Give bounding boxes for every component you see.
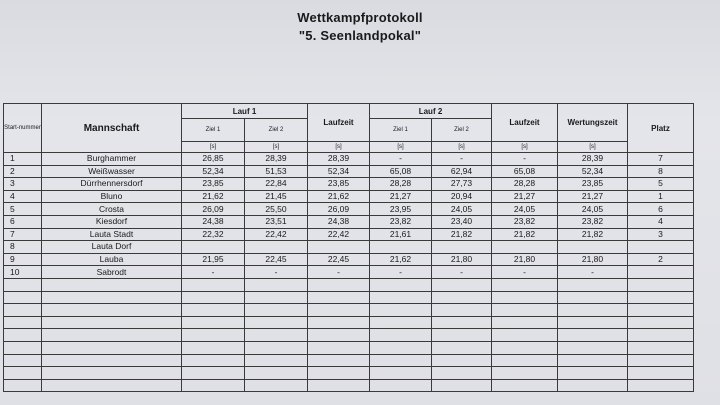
empty-cell xyxy=(432,329,492,342)
lauf2-laufzeit-cell: - xyxy=(492,266,558,279)
lauf2-laufzeit-cell: 21,27 xyxy=(492,190,558,203)
wertungszeit-cell: 21,27 xyxy=(558,190,628,203)
team-name-cell: Burghammer xyxy=(42,153,182,166)
empty-cell xyxy=(628,329,694,342)
lauf1-ziel1-cell: 23,85 xyxy=(182,178,245,191)
table-row xyxy=(4,165,694,178)
lauf1-ziel2-cell: 23,51 xyxy=(245,215,308,228)
empty-cell xyxy=(492,329,558,342)
table-row xyxy=(4,241,694,254)
start-number-cell: 2 xyxy=(4,165,42,178)
empty-cell xyxy=(308,304,370,317)
empty-cell xyxy=(4,329,42,342)
empty-cell xyxy=(492,379,558,392)
lauf1-ziel2-cell: 22,42 xyxy=(245,228,308,241)
lauf1-ziel1-cell: 26,09 xyxy=(182,203,245,216)
start-number-cell: 7 xyxy=(4,228,42,241)
empty-cell xyxy=(4,354,42,367)
empty-cell xyxy=(628,354,694,367)
platz-cell: 3 xyxy=(628,228,694,241)
team-name-cell: Weißwasser xyxy=(42,165,182,178)
empty-row xyxy=(4,367,694,380)
results-table xyxy=(3,103,694,392)
empty-cell xyxy=(182,329,245,342)
lauf1-ziel1-cell: 21,62 xyxy=(182,190,245,203)
results-sheet xyxy=(3,103,717,405)
lauf1-ziel2-cell: 22,45 xyxy=(245,253,308,266)
lauf1-laufzeit-cell: 24,38 xyxy=(308,215,370,228)
unit-label: [s] xyxy=(308,142,370,153)
empty-cell xyxy=(432,379,492,392)
table-row xyxy=(4,266,694,279)
empty-row xyxy=(4,354,694,367)
start-number-cell: 3 xyxy=(4,178,42,191)
empty-cell xyxy=(492,341,558,354)
lauf2-ziel1-cell: 65,08 xyxy=(370,165,432,178)
team-name-cell: Bluno xyxy=(42,190,182,203)
header-lauf2-ziel2: Ziel 2 xyxy=(432,119,492,142)
empty-cell xyxy=(245,329,308,342)
empty-cell xyxy=(558,278,628,291)
empty-cell xyxy=(370,379,432,392)
lauf1-laufzeit-cell: 26,09 xyxy=(308,203,370,216)
team-name-cell: Kiesdorf xyxy=(42,215,182,228)
table-row xyxy=(4,215,694,228)
empty-cell xyxy=(4,291,42,304)
lauf1-laufzeit-cell xyxy=(308,241,370,254)
empty-cell xyxy=(370,291,432,304)
empty-row xyxy=(4,329,694,342)
header-lauf1: Lauf 1 xyxy=(182,104,308,119)
results-body xyxy=(4,153,694,392)
header-wertungszeit: Wertungszeit xyxy=(558,104,628,142)
empty-cell xyxy=(4,341,42,354)
lauf2-laufzeit-cell: 21,80 xyxy=(492,253,558,266)
unit-label: [s] xyxy=(432,142,492,153)
lauf2-ziel2-cell: - xyxy=(432,266,492,279)
empty-cell xyxy=(432,316,492,329)
empty-cell xyxy=(628,291,694,304)
lauf2-laufzeit-cell: 23,82 xyxy=(492,215,558,228)
lauf2-ziel1-cell: 23,82 xyxy=(370,215,432,228)
lauf1-ziel1-cell xyxy=(182,241,245,254)
lauf1-laufzeit-cell: 28,39 xyxy=(308,153,370,166)
team-name-cell: Crosta xyxy=(42,203,182,216)
start-number-cell: 8 xyxy=(4,241,42,254)
wertungszeit-cell: 24,05 xyxy=(558,203,628,216)
empty-cell xyxy=(628,278,694,291)
empty-cell xyxy=(4,278,42,291)
empty-cell xyxy=(182,278,245,291)
empty-cell xyxy=(42,291,182,304)
empty-cell xyxy=(628,367,694,380)
lauf2-ziel2-cell: 23,40 xyxy=(432,215,492,228)
lauf2-laufzeit-cell: 21,82 xyxy=(492,228,558,241)
lauf2-ziel1-cell: 21,62 xyxy=(370,253,432,266)
lauf1-ziel1-cell: 21,95 xyxy=(182,253,245,266)
empty-cell xyxy=(628,304,694,317)
empty-cell xyxy=(308,379,370,392)
lauf1-ziel2-cell: 21,45 xyxy=(245,190,308,203)
empty-cell xyxy=(42,379,182,392)
platz-cell: 6 xyxy=(628,203,694,216)
team-name-cell: Lauta Stadt xyxy=(42,228,182,241)
empty-cell xyxy=(492,291,558,304)
lauf1-ziel2-cell: 25,50 xyxy=(245,203,308,216)
platz-cell xyxy=(628,241,694,254)
empty-cell xyxy=(42,341,182,354)
lauf2-laufzeit-cell: 24,05 xyxy=(492,203,558,216)
empty-cell xyxy=(308,291,370,304)
empty-cell xyxy=(245,291,308,304)
empty-cell xyxy=(558,316,628,329)
wertungszeit-cell: - xyxy=(558,266,628,279)
empty-cell xyxy=(308,354,370,367)
empty-cell xyxy=(245,316,308,329)
unit-label: [s] xyxy=(558,142,628,153)
lauf1-ziel2-cell: 22,84 xyxy=(245,178,308,191)
empty-cell xyxy=(42,354,182,367)
empty-cell xyxy=(182,291,245,304)
header-lauf2-laufzeit: Laufzeit xyxy=(492,104,558,142)
lauf1-ziel1-cell: - xyxy=(182,266,245,279)
table-row xyxy=(4,203,694,216)
header-startnummer: Start-nummer xyxy=(4,104,42,153)
lauf1-ziel1-cell: 22,32 xyxy=(182,228,245,241)
table-row xyxy=(4,253,694,266)
lauf2-ziel1-cell: - xyxy=(370,153,432,166)
lauf2-ziel2-cell: 27,73 xyxy=(432,178,492,191)
unit-label: [s] xyxy=(245,142,308,153)
empty-row xyxy=(4,278,694,291)
lauf2-laufzeit-cell: 28,28 xyxy=(492,178,558,191)
lauf2-ziel1-cell: 28,28 xyxy=(370,178,432,191)
lauf1-laufzeit-cell: 22,45 xyxy=(308,253,370,266)
header-lauf2: Lauf 2 xyxy=(370,104,492,119)
empty-cell xyxy=(432,278,492,291)
empty-cell xyxy=(492,367,558,380)
header-lauf2-ziel1: Ziel 1 xyxy=(370,119,432,142)
empty-cell xyxy=(432,341,492,354)
lauf2-ziel1-cell: 23,95 xyxy=(370,203,432,216)
empty-cell xyxy=(182,379,245,392)
start-number-cell: 10 xyxy=(4,266,42,279)
empty-cell xyxy=(245,354,308,367)
lauf2-ziel1-cell: 21,61 xyxy=(370,228,432,241)
wertungszeit-cell: 21,82 xyxy=(558,228,628,241)
empty-cell xyxy=(432,354,492,367)
lauf1-laufzeit-cell: 21,62 xyxy=(308,190,370,203)
empty-cell xyxy=(558,304,628,317)
empty-row xyxy=(4,379,694,392)
header-platz: Platz xyxy=(628,104,694,153)
team-name-cell: Sabrodt xyxy=(42,266,182,279)
wertungszeit-cell: 23,85 xyxy=(558,178,628,191)
lauf2-laufzeit-cell xyxy=(492,241,558,254)
team-name-cell: Lauba xyxy=(42,253,182,266)
empty-cell xyxy=(628,341,694,354)
lauf2-ziel1-cell xyxy=(370,241,432,254)
lauf1-ziel1-cell: 24,38 xyxy=(182,215,245,228)
lauf1-laufzeit-cell: 52,34 xyxy=(308,165,370,178)
empty-cell xyxy=(432,304,492,317)
empty-cell xyxy=(245,367,308,380)
wertungszeit-cell: 28,39 xyxy=(558,153,628,166)
lauf2-laufzeit-cell: 65,08 xyxy=(492,165,558,178)
lauf2-ziel2-cell: 20,94 xyxy=(432,190,492,203)
empty-cell xyxy=(42,316,182,329)
lauf2-ziel1-cell: - xyxy=(370,266,432,279)
document-subtitle: "5. Seenlandpokal" xyxy=(298,28,422,43)
lauf1-laufzeit-cell: - xyxy=(308,266,370,279)
empty-cell xyxy=(245,304,308,317)
empty-cell xyxy=(370,304,432,317)
empty-cell xyxy=(4,304,42,317)
empty-cell xyxy=(182,341,245,354)
empty-cell xyxy=(370,341,432,354)
lauf2-ziel2-cell: 21,82 xyxy=(432,228,492,241)
table-row xyxy=(4,228,694,241)
empty-cell xyxy=(492,304,558,317)
unit-label: [s] xyxy=(182,142,245,153)
empty-cell xyxy=(182,367,245,380)
empty-cell xyxy=(370,278,432,291)
empty-cell xyxy=(370,316,432,329)
lauf2-ziel2-cell: 24,05 xyxy=(432,203,492,216)
empty-cell xyxy=(308,367,370,380)
empty-cell xyxy=(42,278,182,291)
empty-row xyxy=(4,291,694,304)
empty-cell xyxy=(245,278,308,291)
empty-cell xyxy=(4,316,42,329)
lauf1-laufzeit-cell: 23,85 xyxy=(308,178,370,191)
empty-cell xyxy=(308,341,370,354)
platz-cell xyxy=(628,266,694,279)
empty-cell xyxy=(558,291,628,304)
empty-cell xyxy=(558,379,628,392)
empty-cell xyxy=(558,367,628,380)
wertungszeit-cell: 21,80 xyxy=(558,253,628,266)
wertungszeit-cell xyxy=(558,241,628,254)
empty-cell xyxy=(42,304,182,317)
header-lauf1-ziel2: Ziel 2 xyxy=(245,119,308,142)
lauf2-laufzeit-cell: - xyxy=(492,153,558,166)
lauf1-ziel2-cell: - xyxy=(245,266,308,279)
table-row xyxy=(4,178,694,191)
lauf1-ziel1-cell: 26,85 xyxy=(182,153,245,166)
document-title: Wettkampfprotokoll xyxy=(297,10,423,25)
lauf1-ziel1-cell: 52,34 xyxy=(182,165,245,178)
empty-cell xyxy=(182,304,245,317)
team-name-cell: Dürrhennersdorf xyxy=(42,178,182,191)
empty-row xyxy=(4,304,694,317)
lauf2-ziel2-cell: 62,94 xyxy=(432,165,492,178)
start-number-cell: 5 xyxy=(4,203,42,216)
empty-row xyxy=(4,316,694,329)
empty-cell xyxy=(492,278,558,291)
empty-cell xyxy=(370,329,432,342)
wertungszeit-cell: 23,82 xyxy=(558,215,628,228)
platz-cell: 1 xyxy=(628,190,694,203)
platz-cell: 5 xyxy=(628,178,694,191)
empty-cell xyxy=(432,291,492,304)
header-mannschaft: Mannschaft xyxy=(42,104,182,153)
empty-cell xyxy=(558,341,628,354)
lauf1-ziel2-cell xyxy=(245,241,308,254)
lauf1-laufzeit-cell: 22,42 xyxy=(308,228,370,241)
empty-cell xyxy=(558,354,628,367)
lauf2-ziel2-cell: 21,80 xyxy=(432,253,492,266)
unit-label: [s] xyxy=(492,142,558,153)
platz-cell: 8 xyxy=(628,165,694,178)
empty-cell xyxy=(558,329,628,342)
empty-cell xyxy=(245,341,308,354)
empty-cell xyxy=(182,354,245,367)
lauf1-ziel2-cell: 51,53 xyxy=(245,165,308,178)
start-number-cell: 1 xyxy=(4,153,42,166)
empty-cell xyxy=(432,367,492,380)
empty-cell xyxy=(4,367,42,380)
platz-cell: 7 xyxy=(628,153,694,166)
empty-cell xyxy=(370,367,432,380)
empty-cell xyxy=(628,316,694,329)
team-name-cell: Lauta Dorf xyxy=(42,241,182,254)
header-lauf1-ziel1: Ziel 1 xyxy=(182,119,245,142)
lauf2-ziel1-cell: 21,27 xyxy=(370,190,432,203)
empty-cell xyxy=(370,354,432,367)
empty-cell xyxy=(42,367,182,380)
empty-cell xyxy=(628,379,694,392)
empty-cell xyxy=(308,329,370,342)
empty-cell xyxy=(492,316,558,329)
start-number-cell: 6 xyxy=(4,215,42,228)
header-lauf1-laufzeit: Laufzeit xyxy=(308,104,370,142)
empty-cell xyxy=(245,379,308,392)
wertungszeit-cell: 52,34 xyxy=(558,165,628,178)
lauf2-ziel2-cell xyxy=(432,241,492,254)
unit-label: [s] xyxy=(370,142,432,153)
platz-cell: 2 xyxy=(628,253,694,266)
start-number-cell: 4 xyxy=(4,190,42,203)
empty-cell xyxy=(182,316,245,329)
empty-row xyxy=(4,341,694,354)
table-row xyxy=(4,153,694,166)
lauf1-ziel2-cell: 28,39 xyxy=(245,153,308,166)
platz-cell: 4 xyxy=(628,215,694,228)
lauf2-ziel2-cell: - xyxy=(432,153,492,166)
empty-cell xyxy=(308,278,370,291)
start-number-cell: 9 xyxy=(4,253,42,266)
empty-cell xyxy=(42,329,182,342)
empty-cell xyxy=(492,354,558,367)
empty-cell xyxy=(308,316,370,329)
empty-cell xyxy=(4,379,42,392)
table-row xyxy=(4,190,694,203)
